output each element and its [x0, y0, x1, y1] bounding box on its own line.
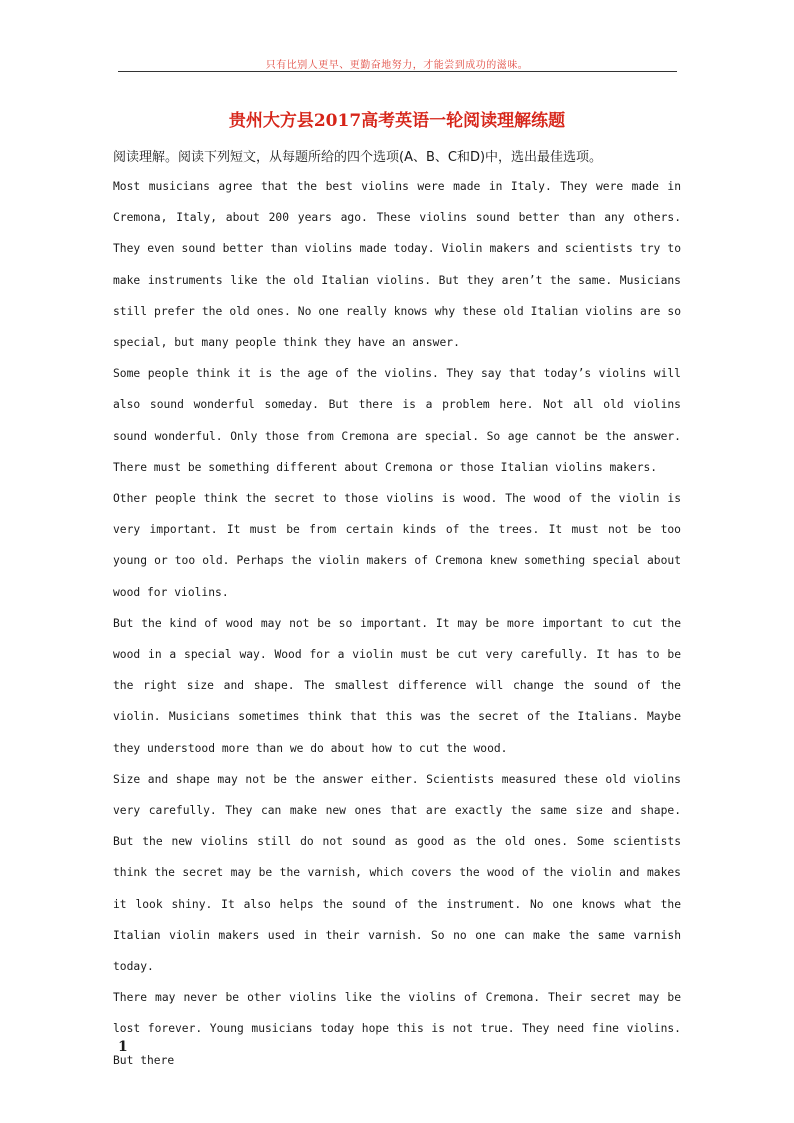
- passage-paragraph-1: Most musicians agree that the best violins were made in Italy. They were made in Cremona, Italy, about 200 years ago. These violins sound better than any others. They even sound better than violins made today. Violin makers and scientists try to make instruments like the old Italian violins. But they aren’t the same. Musicians still prefer the old ones. No one really knows why these old Italian violins are so special, but many people think they have an answer.: [113, 180, 681, 350]
- reading-passage: [113, 171, 681, 1076]
- passage-paragraph-6: There may never be other violins like the violins of Cremona. Their secret may be lost forever. Young musicians today hope this is not true. They need fine violins. But there: [113, 991, 681, 1067]
- header-divider: [118, 71, 677, 72]
- passage-paragraph-5: Size and shape may not be the answer either. Scientists measured these old violins very carefully. They can make new ones that are exactly the same size and shape. But the new violins still do not sound as good as the old ones. Some scientists think the secret may be the varnish, which covers the wood of the violin and makes it look shiny. It also helps the sound of the instrument. No one knows what the Italian violin makers used in their varnish. So no one can make the same varnish today.: [113, 772, 681, 974]
- passage-paragraph-4: But the kind of wood may not be so important. It may be more important to cut the wood in a special way. Wood for a violin must be cut very carefully. It has to be the right size and shape. The smallest difference will change the sound of the violin. Musicians sometimes think that this was the secret of the Italians. Maybe they understood more than we do about how to cut the wood.: [113, 616, 681, 755]
- instructions: 阅读理解。阅读下列短文，从每题所给的四个选项(A、B、C和D)中，选出最佳选项。: [113, 150, 603, 165]
- passage-paragraph-2: Some people think it is the age of the violins. They say that today’s violins will also sound wonderful someday. But there is a problem here. Not all old violins sound wonderful. Only those from Cremona are special. So age cannot be the answer. There must be something different about Cremona or those Italian violins makers.: [113, 367, 681, 474]
- page-number: 1: [118, 1039, 128, 1055]
- header-motto: 只有比别人更早、更勤奋地努力，才能尝到成功的滋味。: [265, 60, 529, 71]
- document-title: 贵州大方县2017高考英语一轮阅读理解练题: [228, 111, 566, 131]
- passage-paragraph-3: Other people think the secret to those violins is wood. The wood of the violin is very important. It must be from certain kinds of the trees. It must not be too young or too old. Perhaps the violin makers of Cremona knew something special about wood for violins.: [113, 492, 681, 599]
